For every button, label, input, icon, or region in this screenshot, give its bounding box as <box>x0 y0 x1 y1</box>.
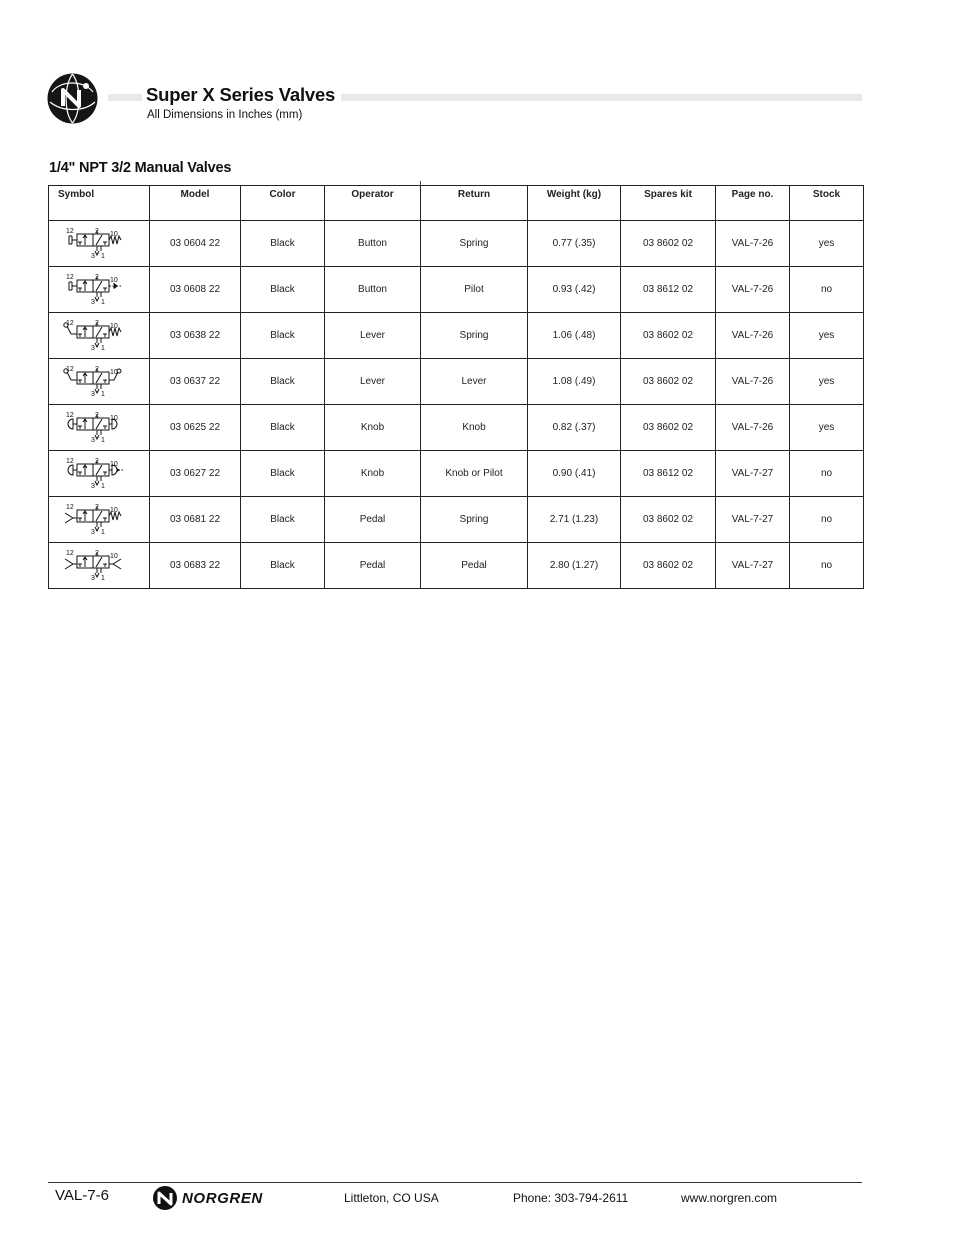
norgren-wordmark: NORGREN <box>182 1189 263 1207</box>
operator-cell: Pedal <box>325 497 421 543</box>
page-no-cell: VAL-7-26 <box>716 359 790 405</box>
table-row <box>49 543 864 589</box>
svg-text:2: 2 <box>95 411 99 419</box>
symbol-cell <box>49 313 150 359</box>
svg-text:1: 1 <box>101 344 105 352</box>
svg-text:3: 3 <box>91 528 95 536</box>
page-no-cell: VAL-7-26 <box>716 405 790 451</box>
svg-text:12: 12 <box>66 319 74 327</box>
spares-kit-cell: 03 8602 02 <box>621 221 716 267</box>
svg-text:3: 3 <box>91 482 95 490</box>
stock-cell: yes <box>790 405 864 451</box>
color-cell: Black <box>241 267 325 313</box>
svg-text:1: 1 <box>101 528 105 536</box>
svg-text:2: 2 <box>95 503 99 511</box>
valve-button-spring-icon <box>61 227 127 261</box>
header-weight: Weight (kg) <box>528 186 621 221</box>
table-row <box>49 405 864 451</box>
svg-text:1: 1 <box>101 298 105 306</box>
page-number: VAL-7-6 <box>55 1187 109 1204</box>
return-cell: Spring <box>421 497 528 543</box>
symbol-cell <box>49 359 150 405</box>
valve-spec-table <box>48 185 864 589</box>
table-row <box>49 221 864 267</box>
stock-cell: no <box>790 451 864 497</box>
table-row <box>49 359 864 405</box>
valve-pedal-pedal-icon <box>61 549 127 583</box>
svg-text:3: 3 <box>91 344 95 352</box>
return-cell: Lever <box>421 359 528 405</box>
valve-lever-lever-icon <box>61 365 127 399</box>
header-spares-kit: Spares kit <box>621 186 716 221</box>
svg-text:12: 12 <box>66 457 74 465</box>
svg-text:10: 10 <box>110 276 118 284</box>
weight-cell: 2.80 (1.27) <box>528 543 621 589</box>
model-cell: 03 0604 22 <box>150 221 241 267</box>
stock-cell: no <box>790 543 864 589</box>
svg-text:10: 10 <box>110 552 118 560</box>
color-cell: Black <box>241 313 325 359</box>
svg-text:3: 3 <box>91 298 95 306</box>
svg-text:2: 2 <box>95 227 99 235</box>
page-no-cell: VAL-7-26 <box>716 267 790 313</box>
svg-text:10: 10 <box>110 414 118 422</box>
color-cell: Black <box>241 221 325 267</box>
valve-button-pilot-icon <box>61 273 127 307</box>
spares-kit-cell: 03 8602 02 <box>621 359 716 405</box>
symbol-cell <box>49 543 150 589</box>
operator-cell: Button <box>325 267 421 313</box>
stock-cell: yes <box>790 313 864 359</box>
weight-cell: 2.71 (1.23) <box>528 497 621 543</box>
valve-knob-knob-icon <box>61 411 127 445</box>
table-row <box>49 451 864 497</box>
valve-knob-pilot-icon <box>61 457 127 491</box>
footer-phone: Phone: 303-794-2611 <box>513 1191 629 1205</box>
model-cell: 03 0683 22 <box>150 543 241 589</box>
header-symbol: Symbol <box>49 186 150 221</box>
norgren-logo <box>152 1185 263 1211</box>
globe-logo-icon <box>46 72 99 125</box>
color-cell: Black <box>241 497 325 543</box>
svg-text:2: 2 <box>95 319 99 327</box>
valve-lever-spring-icon <box>61 319 127 353</box>
table-row <box>49 267 864 313</box>
return-cell: Knob <box>421 405 528 451</box>
svg-text:12: 12 <box>66 503 74 511</box>
spares-kit-cell: 03 8602 02 <box>621 405 716 451</box>
svg-text:10: 10 <box>110 460 118 468</box>
svg-text:10: 10 <box>110 230 118 238</box>
return-cell: Spring <box>421 313 528 359</box>
weight-cell: 0.82 (.37) <box>528 405 621 451</box>
valve-pedal-spring-icon <box>61 503 127 537</box>
header-stock: Stock <box>790 186 864 221</box>
operator-cell: Knob <box>325 451 421 497</box>
svg-text:12: 12 <box>66 273 74 281</box>
model-cell: 03 0681 22 <box>150 497 241 543</box>
symbol-cell <box>49 497 150 543</box>
model-cell: 03 0638 22 <box>150 313 241 359</box>
table-row <box>49 497 864 543</box>
symbol-cell <box>49 267 150 313</box>
norgren-mark-icon <box>152 1185 178 1211</box>
svg-text:10: 10 <box>110 368 118 376</box>
svg-text:10: 10 <box>110 322 118 330</box>
page-subtitle: All Dimensions in Inches (mm) <box>147 109 303 121</box>
table-row <box>49 313 864 359</box>
symbol-cell <box>49 405 150 451</box>
header-return: Return <box>421 186 528 221</box>
weight-cell: 0.93 (.42) <box>528 267 621 313</box>
spares-kit-cell: 03 8602 02 <box>621 313 716 359</box>
svg-text:2: 2 <box>95 273 99 281</box>
page-no-cell: VAL-7-26 <box>716 313 790 359</box>
stock-cell: no <box>790 497 864 543</box>
header-operator: Operator <box>325 186 421 221</box>
svg-text:12: 12 <box>66 365 74 373</box>
svg-text:3: 3 <box>91 436 95 444</box>
spares-kit-cell: 03 8612 02 <box>621 267 716 313</box>
return-cell: Pedal <box>421 543 528 589</box>
footer-location: Littleton, CO USA <box>344 1191 439 1205</box>
return-cell: Spring <box>421 221 528 267</box>
operator-cell: Lever <box>325 313 421 359</box>
operator-cell: Lever <box>325 359 421 405</box>
svg-text:3: 3 <box>91 252 95 260</box>
weight-cell: 0.77 (.35) <box>528 221 621 267</box>
spares-kit-cell: 03 8602 02 <box>621 497 716 543</box>
table-header-row <box>49 186 864 221</box>
svg-text:3: 3 <box>91 574 95 582</box>
model-cell: 03 0637 22 <box>150 359 241 405</box>
operator-cell: Knob <box>325 405 421 451</box>
page-title: Super X Series Valves <box>142 84 341 106</box>
model-cell: 03 0608 22 <box>150 267 241 313</box>
header-page-no: Page no. <box>716 186 790 221</box>
svg-text:2: 2 <box>95 457 99 465</box>
svg-text:1: 1 <box>101 574 105 582</box>
color-cell: Black <box>241 359 325 405</box>
svg-text:1: 1 <box>101 436 105 444</box>
operator-cell: Pedal <box>325 543 421 589</box>
color-cell: Black <box>241 451 325 497</box>
return-cell: Knob or Pilot <box>421 451 528 497</box>
color-cell: Black <box>241 543 325 589</box>
symbol-cell <box>49 451 150 497</box>
spares-kit-cell: 03 8612 02 <box>621 451 716 497</box>
return-cell: Pilot <box>421 267 528 313</box>
weight-cell: 1.08 (.49) <box>528 359 621 405</box>
header-color: Color <box>241 186 325 221</box>
section-title: 1/4" NPT 3/2 Manual Valves <box>49 160 232 176</box>
page-no-cell: VAL-7-27 <box>716 543 790 589</box>
footer-website[interactable]: www.norgren.com <box>681 1191 778 1205</box>
stock-cell: yes <box>790 221 864 267</box>
page-no-cell: VAL-7-27 <box>716 451 790 497</box>
svg-text:2: 2 <box>95 549 99 557</box>
page-no-cell: VAL-7-27 <box>716 497 790 543</box>
weight-cell: 0.90 (.41) <box>528 451 621 497</box>
header-model: Model <box>150 186 241 221</box>
svg-text:12: 12 <box>66 227 74 235</box>
svg-text:1: 1 <box>101 482 105 490</box>
svg-text:12: 12 <box>66 549 74 557</box>
model-cell: 03 0625 22 <box>150 405 241 451</box>
svg-text:1: 1 <box>101 252 105 260</box>
weight-cell: 1.06 (.48) <box>528 313 621 359</box>
svg-text:2: 2 <box>95 365 99 373</box>
symbol-cell <box>49 221 150 267</box>
svg-text:3: 3 <box>91 390 95 398</box>
svg-text:10: 10 <box>110 506 118 514</box>
footer-rule <box>48 1182 862 1183</box>
stock-cell: no <box>790 267 864 313</box>
svg-text:1: 1 <box>101 390 105 398</box>
stock-cell: yes <box>790 359 864 405</box>
svg-text:12: 12 <box>66 411 74 419</box>
operator-cell: Button <box>325 221 421 267</box>
color-cell: Black <box>241 405 325 451</box>
model-cell: 03 0627 22 <box>150 451 241 497</box>
spares-kit-cell: 03 8602 02 <box>621 543 716 589</box>
page-no-cell: VAL-7-26 <box>716 221 790 267</box>
